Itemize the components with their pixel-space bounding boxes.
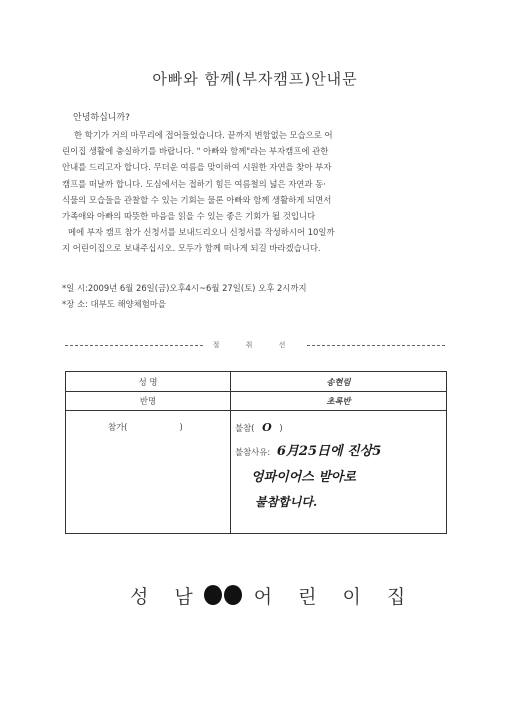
body-line: 캠프를 떠날까 합니다. 도심에서는 접하기 힘든 여름철의 넓은 자연과 동·: [62, 178, 326, 189]
footer-org: [130, 582, 415, 608]
body-line: 메에 부자 캠프 참가 신청서를 보내드리오니 신청서를 작성하시어 10일까: [68, 227, 335, 238]
body-line: 식물의 모습들을 관찰할 수 있는 기회는 물론 아빠와 함께 생활하게 되면서: [62, 194, 332, 205]
class-label: 반명: [66, 392, 231, 411]
cut-dash-right: [307, 345, 445, 346]
reason-line: 엉파이어스 받아로: [251, 470, 356, 485]
redaction-blot: [224, 585, 242, 605]
notice-title: 아빠와 함께(부자캠프)안내문: [152, 70, 358, 88]
footer-daycare: 어 린 이 집: [253, 585, 416, 608]
absent-close: ): [279, 423, 283, 433]
body-line: 지 어린이집으로 보내주십시오. 모두가 함께 떠나게 되길 바라겠습니다.: [62, 243, 321, 254]
footer-city: 성 남: [130, 585, 203, 608]
schedule-line: *일 시:2009년 6월 26일(금)오후4시~6월 27일(토) 오후 2시까지: [62, 283, 307, 293]
name-label: 성 명: [66, 372, 231, 392]
cut-line: [65, 340, 445, 350]
class-value: 초록반: [231, 392, 447, 411]
absent-label: 불참(: [235, 423, 255, 433]
location-line: *장 소: 대부도 해양체험마을: [62, 299, 166, 309]
absent-mark: O: [262, 421, 272, 434]
cut-label: 절 취 선: [212, 341, 298, 349]
redaction-blot: [204, 585, 222, 605]
reason-line: 6月25日에 진상5: [276, 444, 382, 459]
attend-cell: [66, 411, 231, 534]
greeting: 안녕하십니까?: [73, 113, 130, 123]
reason-line: 불참합니다.: [255, 495, 318, 509]
body-line: 린이집 생활에 충실하기를 바랍니다. " 아빠와 함께"라는 부자캠프에 관한: [62, 146, 329, 157]
cut-dash-left: [65, 345, 203, 346]
name-value: 송현림: [231, 372, 447, 392]
notice-body: [62, 127, 457, 257]
attend-close: ): [179, 422, 183, 432]
body-line: 안내를 드리고자 합니다. 무더운 여름을 맞이하여 시원한 자연을 찾아 부자: [62, 162, 332, 173]
reason-label: 불참사유:: [235, 447, 271, 457]
body-line: 가족애와 아빠의 따뜻한 마음을 읽을 수 있는 좋은 기회가 될 것입니다: [62, 211, 316, 222]
attend-label: 참가(: [108, 422, 128, 432]
application-form: [65, 371, 447, 534]
absent-cell: [231, 411, 447, 534]
body-line: 한 학기가 거의 마무리에 접어들었습니다. 끝까지 변함없는 모습으로 어: [74, 130, 333, 140]
